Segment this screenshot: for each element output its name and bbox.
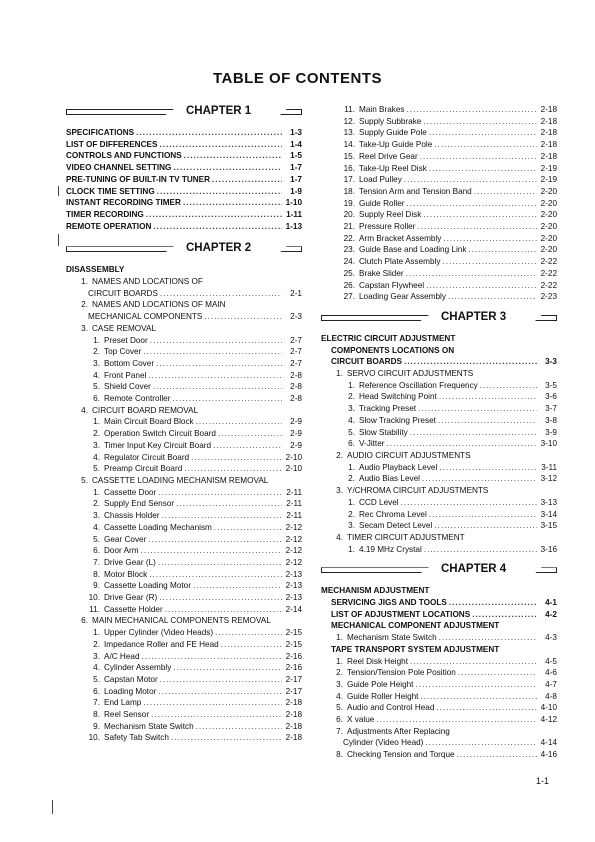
toc-entry[interactable]: 6. Door Arm ..... 2-12 bbox=[66, 545, 302, 557]
ychroma-list bbox=[321, 497, 557, 532]
chapter-banner-rule bbox=[535, 567, 557, 573]
toc-entry[interactable]: 13. Supply Guide Pole ..... 2-18 bbox=[321, 127, 557, 139]
toc-entry[interactable]: 2. Supply End Sensor ..... 2-11 bbox=[66, 498, 302, 510]
toc-entry[interactable]: 27. Loading Gear Assembly ..... 2-23 bbox=[321, 291, 557, 303]
toc-entry[interactable]: 1. CCD Level ..... 3-13 bbox=[321, 497, 557, 509]
toc-entry[interactable]: 17. Load Pulley ..... 2-19 bbox=[321, 174, 557, 186]
toc-entry[interactable]: 4. Front Panel ..... 2-8 bbox=[66, 370, 302, 382]
toc-entry[interactable]: 22. Arm Bracket Assembly ..... 2-20 bbox=[321, 233, 557, 245]
toc-entry[interactable]: 9. Cassette Loading Motor ..... 2-13 bbox=[66, 580, 302, 592]
toc-subsection: 1. SERVO CIRCUIT ADJUSTMENTS bbox=[336, 369, 474, 379]
toc-entry[interactable]: 18. Tension Arm and Tension Band ..... 2-20 bbox=[321, 186, 557, 198]
toc-entry[interactable]: 10. Drive Gear (R) ..... 2-13 bbox=[66, 592, 302, 604]
toc-entry[interactable]: 1. Reel Disk Height ..... 4-5 bbox=[321, 656, 557, 668]
toc-entry[interactable]: 4. Guide Roller Height ..... 4-8 bbox=[321, 691, 557, 703]
toc-entry[interactable]: 11. Main Brakes ..... 2-18 bbox=[321, 104, 557, 116]
toc-entry[interactable]: 2. NAMES AND LOCATIONS OF MAIN bbox=[81, 300, 226, 310]
toc-entry[interactable]: 11. Cassette Holder ..... 2-14 bbox=[66, 604, 302, 616]
toc-entry[interactable]: 26. Capstan Flywheel ..... 2-22 bbox=[321, 280, 557, 292]
toc-entry[interactable]: 5. Slow Stability ..... 3-9 bbox=[321, 427, 557, 439]
toc-entry[interactable]: SPECIFICATIONS ..... 1-3 bbox=[66, 127, 302, 139]
chapter-4-label: CHAPTER 4 bbox=[441, 563, 507, 576]
scan-mark bbox=[58, 234, 59, 246]
toc-entry[interactable]: 10. Safety Tab Switch ..... 2-18 bbox=[66, 732, 302, 744]
toc-entry[interactable]: 2. Tension/Tension Pole Position ..... 4-6 bbox=[321, 667, 557, 679]
scan-mark bbox=[52, 800, 53, 814]
section-heading-mechanism: MECHANISM ADJUSTMENT bbox=[321, 586, 430, 596]
toc-entry[interactable]: 1. 4.19 MHz Crystal ..... 3-16 bbox=[321, 544, 557, 556]
toc-entry[interactable]: 2. Rec Chroma Level ..... 3-14 bbox=[321, 509, 557, 521]
toc-entry[interactable]: CIRCUIT BOARDS ..... 2-1 bbox=[66, 288, 302, 300]
main-mechanical-list bbox=[66, 627, 302, 744]
toc-entry[interactable]: 16. Take-Up Reel Disk ..... 2-19 bbox=[321, 163, 557, 175]
toc-entry[interactable]: 2. Top Cover ..... 2-7 bbox=[66, 346, 302, 358]
toc-entry[interactable]: 1. Preset Door ..... 2-7 bbox=[66, 335, 302, 347]
toc-entry[interactable]: 5. Preamp Circuit Board ..... 2-10 bbox=[66, 463, 302, 475]
toc-entry[interactable]: 3. Guide Pole Height ..... 4-7 bbox=[321, 679, 557, 691]
chapter-3-banner bbox=[321, 311, 557, 327]
scan-mark bbox=[58, 186, 59, 196]
toc-entry[interactable]: 25. Brake Slider ..... 2-22 bbox=[321, 268, 557, 280]
page-title: TABLE OF CONTENTS bbox=[212, 70, 383, 87]
chapter-banner-rule bbox=[535, 315, 557, 321]
toc-entry[interactable]: LIST OF ADJUSTMENT LOCATIONS ..... 4-2 bbox=[321, 609, 557, 621]
toc-entry[interactable]: 2. Audio Bias Level ..... 3-12 bbox=[321, 473, 557, 485]
toc-entry[interactable]: 5. Shield Cover ..... 2-8 bbox=[66, 381, 302, 393]
toc-entry[interactable]: 7. End Lamp ..... 2-18 bbox=[66, 697, 302, 709]
toc-entry[interactable]: 6. Remote Controller ..... 2-8 bbox=[66, 393, 302, 405]
section-heading: TAPE TRANSPORT SYSTEM ADJUSTMENT bbox=[331, 644, 500, 654]
section-heading: MECHANICAL COMPONENT ADJUSTMENT bbox=[331, 621, 500, 631]
toc-subsection: 4. TIMER CIRCUIT ADJUSTMENT bbox=[336, 532, 465, 542]
toc-entry[interactable]: REMOTE OPERATION ..... 1-13 bbox=[66, 221, 302, 233]
toc-entry[interactable]: 2. Impedance Roller and FE Head ..... 2-15 bbox=[66, 639, 302, 651]
toc-entry[interactable]: 6. V-Jitter ..... 3-10 bbox=[321, 438, 557, 450]
toc-entry[interactable]: 23. Guide Base and Loading Link ..... 2-20 bbox=[321, 244, 557, 256]
toc-entry[interactable]: PRE-TUNING OF BUILT-IN TV TUNER ..... 1-7 bbox=[66, 174, 302, 186]
chapter-banner-rule bbox=[321, 315, 429, 321]
toc-entry[interactable]: 8. Reel Sensor ..... 2-18 bbox=[66, 709, 302, 721]
chapter-banner-rule bbox=[321, 567, 429, 573]
chapter-2-label: CHAPTER 2 bbox=[186, 242, 252, 255]
toc-entry[interactable]: 3. A/C Head ..... 2-16 bbox=[66, 651, 302, 663]
toc-subsection: 3. CASE REMOVAL bbox=[81, 323, 156, 333]
toc-entry[interactable]: 1. Mechanism State Switch ..... 4-3 bbox=[321, 632, 557, 644]
toc-subsection: 4. CIRCUIT BOARD REMOVAL bbox=[81, 405, 199, 415]
chapter-1-list bbox=[66, 127, 302, 232]
chapter-banner-rule bbox=[280, 246, 302, 252]
toc-entry[interactable]: 8. Motor Block ..... 2-13 bbox=[66, 569, 302, 581]
toc-subsection: 3. Y/CHROMA CIRCUIT ADJUSTMENTS bbox=[336, 486, 489, 496]
toc-entry[interactable]: 1. NAMES AND LOCATIONS OF bbox=[81, 277, 203, 287]
toc-entry[interactable]: 9. Mechanism State Switch ..... 2-18 bbox=[66, 721, 302, 733]
section-heading-disassembly: DISASSEMBLY bbox=[66, 265, 125, 275]
toc-entry[interactable]: CLOCK TIME SETTING ..... 1-9 bbox=[66, 186, 302, 198]
toc-entry[interactable]: 5. Gear Cover ..... 2-12 bbox=[66, 534, 302, 546]
toc-entry[interactable]: MECHANICAL COMPONENTS ..... 2-3 bbox=[66, 311, 302, 323]
toc-subsection: 2. AUDIO CIRCUIT ADJUSTMENTS bbox=[336, 450, 471, 460]
right-column bbox=[321, 104, 557, 761]
toc-entry[interactable]: 2. Head Switching Point ..... 3-6 bbox=[321, 391, 557, 403]
chapter-1-label: CHAPTER 1 bbox=[186, 105, 252, 117]
toc-entry[interactable]: 3. Bottom Cover ..... 2-7 bbox=[66, 358, 302, 370]
toc-entry[interactable]: 6. Loading Motor ..... 2-17 bbox=[66, 686, 302, 698]
toc-entry[interactable]: 1. Cassette Door ..... 2-11 bbox=[66, 487, 302, 499]
chapter-1-banner bbox=[66, 105, 302, 121]
toc-subsection: 5. CASSETTE LOADING MECHANISM REMOVAL bbox=[81, 475, 269, 485]
audio-list bbox=[321, 462, 557, 485]
toc-entry[interactable]: 6. X value ..... 4-12 bbox=[321, 714, 557, 726]
chapter-3-label: CHAPTER 3 bbox=[441, 310, 507, 323]
toc-entry[interactable]: 21. Pressure Roller ..... 2-20 bbox=[321, 221, 557, 233]
toc-entry[interactable]: 1. Main Circuit Board Block ..... 2-9 bbox=[66, 416, 302, 428]
toc-entry[interactable]: VIDEO CHANNEL SETTING ..... 1-7 bbox=[66, 162, 302, 174]
toc-entry[interactable]: 1. Audio Playback Level ..... 3-11 bbox=[321, 462, 557, 474]
toc-entry[interactable]: 5. Audio and Control Head ..... 4-10 bbox=[321, 702, 557, 714]
cassette-loading-list bbox=[66, 487, 302, 616]
chapter-banner-rule bbox=[66, 109, 174, 115]
toc-entry[interactable]: 4. Cylinder Assembly ..... 2-16 bbox=[66, 662, 302, 674]
chapter-4-banner bbox=[321, 563, 557, 579]
toc-entry[interactable]: SERVICING JIGS AND TOOLS ..... 4-1 bbox=[321, 597, 557, 609]
toc-entry[interactable]: 24. Clutch Plate Assembly ..... 2-22 bbox=[321, 256, 557, 268]
toc-entry[interactable]: 4. Slow Tracking Preset ..... 3-8 bbox=[321, 415, 557, 427]
toc-entry[interactable]: 3. Tracking Preset ..... 3-7 bbox=[321, 403, 557, 415]
toc-entry[interactable]: 5. Capstan Motor ..... 2-17 bbox=[66, 674, 302, 686]
servo-list bbox=[321, 380, 557, 450]
circuit-board-removal-list bbox=[66, 416, 302, 475]
toc-entry[interactable]: 7. Drive Gear (L) ..... 2-12 bbox=[66, 557, 302, 569]
toc-entry[interactable]: INSTANT RECORDING TIMER ..... 1-10 bbox=[66, 197, 302, 209]
chapter-banner-rule bbox=[66, 246, 174, 252]
section-heading-electric: ELECTRIC CIRCUIT ADJUSTMENT bbox=[321, 333, 456, 343]
toc-entry[interactable]: 19. Guide Roller ..... 2-20 bbox=[321, 198, 557, 210]
case-removal-list bbox=[66, 335, 302, 405]
toc-entry[interactable]: 20. Supply Reel Disk ..... 2-20 bbox=[321, 209, 557, 221]
toc-entry[interactable]: CONTROLS AND FUNCTIONS ..... 1-5 bbox=[66, 150, 302, 162]
continued-list bbox=[321, 104, 557, 303]
toc-entry[interactable]: 14. Take-Up Guide Pole ..... 2-18 bbox=[321, 139, 557, 151]
toc-subsection: 6. MAIN MECHANICAL COMPONENTS REMOVAL bbox=[81, 616, 271, 626]
toc-entry[interactable]: 3. Timer Input Key Circuit Board ..... 2-9 bbox=[66, 440, 302, 452]
toc-entry[interactable]: LIST OF DIFFERENCES ..... 1-4 bbox=[66, 139, 302, 151]
tape-transport-list bbox=[321, 656, 557, 726]
toc-entry[interactable]: CIRCUIT BOARDS ..... 3-3 bbox=[321, 356, 557, 368]
toc-entry[interactable]: Cylinder (Video Head) ..... 4-14 bbox=[321, 737, 557, 749]
toc-entry[interactable]: 3. Chassis Holder ..... 2-11 bbox=[66, 510, 302, 522]
left-column bbox=[66, 105, 302, 744]
toc-entry[interactable]: 8. Checking Tension and Torque ..... 4-16 bbox=[321, 749, 557, 761]
toc-entry[interactable]: 3. Secam Detect Level ..... 3-15 bbox=[321, 520, 557, 532]
toc-entry[interactable]: TIMER RECORDING ..... 1-11 bbox=[66, 209, 302, 221]
toc-entry[interactable]: 7. Adjustments After Replacing bbox=[336, 726, 450, 736]
timer-list bbox=[321, 544, 557, 556]
section-heading: COMPONENTS LOCATIONS ON bbox=[331, 345, 455, 355]
toc-entry[interactable]: 1. Upper Cylinder (Video Heads) ..... 2-15 bbox=[66, 627, 302, 639]
toc-entry[interactable]: 1. Reference Oscillation Frequency ..... 3-5 bbox=[321, 380, 557, 392]
toc-entry[interactable]: 4. Cassette Loading Mechanism ..... 2-12 bbox=[66, 522, 302, 534]
toc-entry[interactable]: 2. Operation Switch Circuit Board ..... 2-9 bbox=[66, 428, 302, 440]
chapter-banner-rule bbox=[280, 109, 302, 115]
page-number: 1-1 bbox=[536, 776, 550, 786]
chapter-2-banner bbox=[66, 242, 302, 258]
toc-entry[interactable]: 15. Reel Drive Gear ..... 2-18 bbox=[321, 151, 557, 163]
toc-entry[interactable]: 12. Supply Subbrake ..... 2-18 bbox=[321, 116, 557, 128]
toc-entry[interactable]: 4. Regulator Circuit Board ..... 2-10 bbox=[66, 452, 302, 464]
